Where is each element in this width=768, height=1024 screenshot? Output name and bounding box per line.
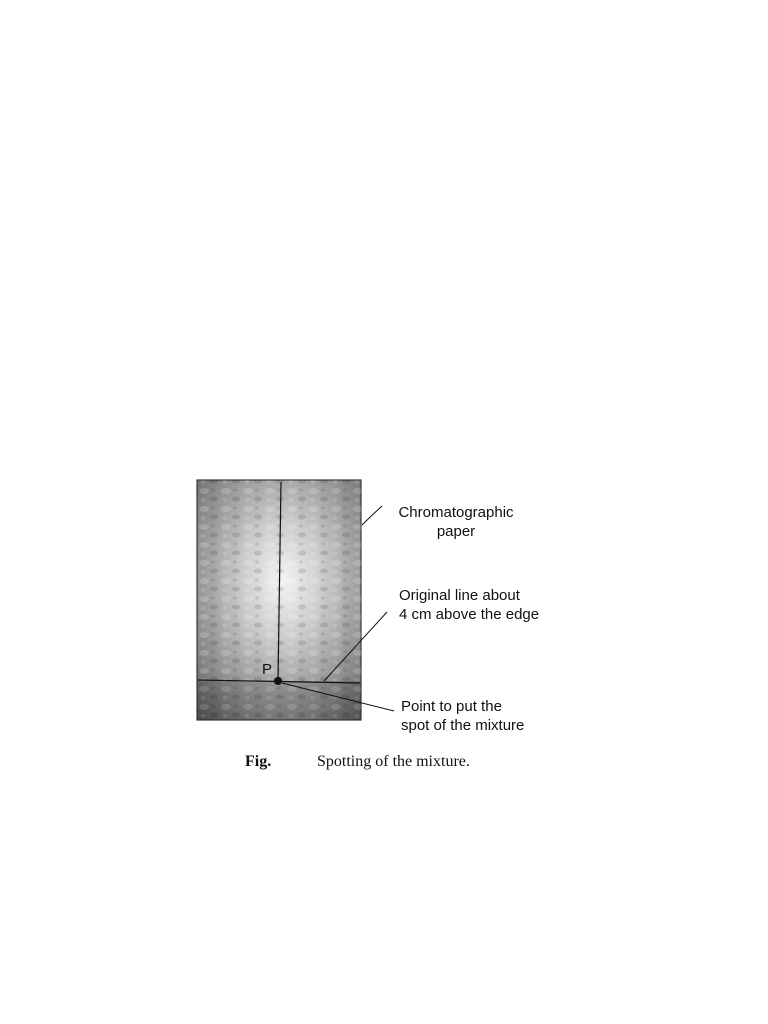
- original-line-label-line-2: 4 cm above the edge: [399, 606, 540, 623]
- spot-point-label: [401, 697, 524, 735]
- spot-point: [274, 677, 282, 685]
- original-line-label: [399, 586, 539, 624]
- paper-leader-line: [362, 506, 382, 525]
- figure-caption-text: Spotting of the mixture.: [317, 753, 470, 770]
- paper-label-line-2: paper: [436, 523, 476, 540]
- paper-label-line-1: Chromatographic: [398, 504, 514, 521]
- original-line-label-line-1: Original line about: [399, 587, 520, 604]
- spot-point-label-line-1: Point to put the: [401, 698, 502, 715]
- figure-caption: [245, 753, 470, 771]
- spot-point-label-line-2: spot of the mixture: [401, 717, 525, 734]
- figure-prefix: Fig.: [245, 753, 272, 770]
- paper-bottom-band: [197, 681, 361, 720]
- paper-label: [386, 503, 526, 541]
- point-p-label: P: [262, 661, 273, 678]
